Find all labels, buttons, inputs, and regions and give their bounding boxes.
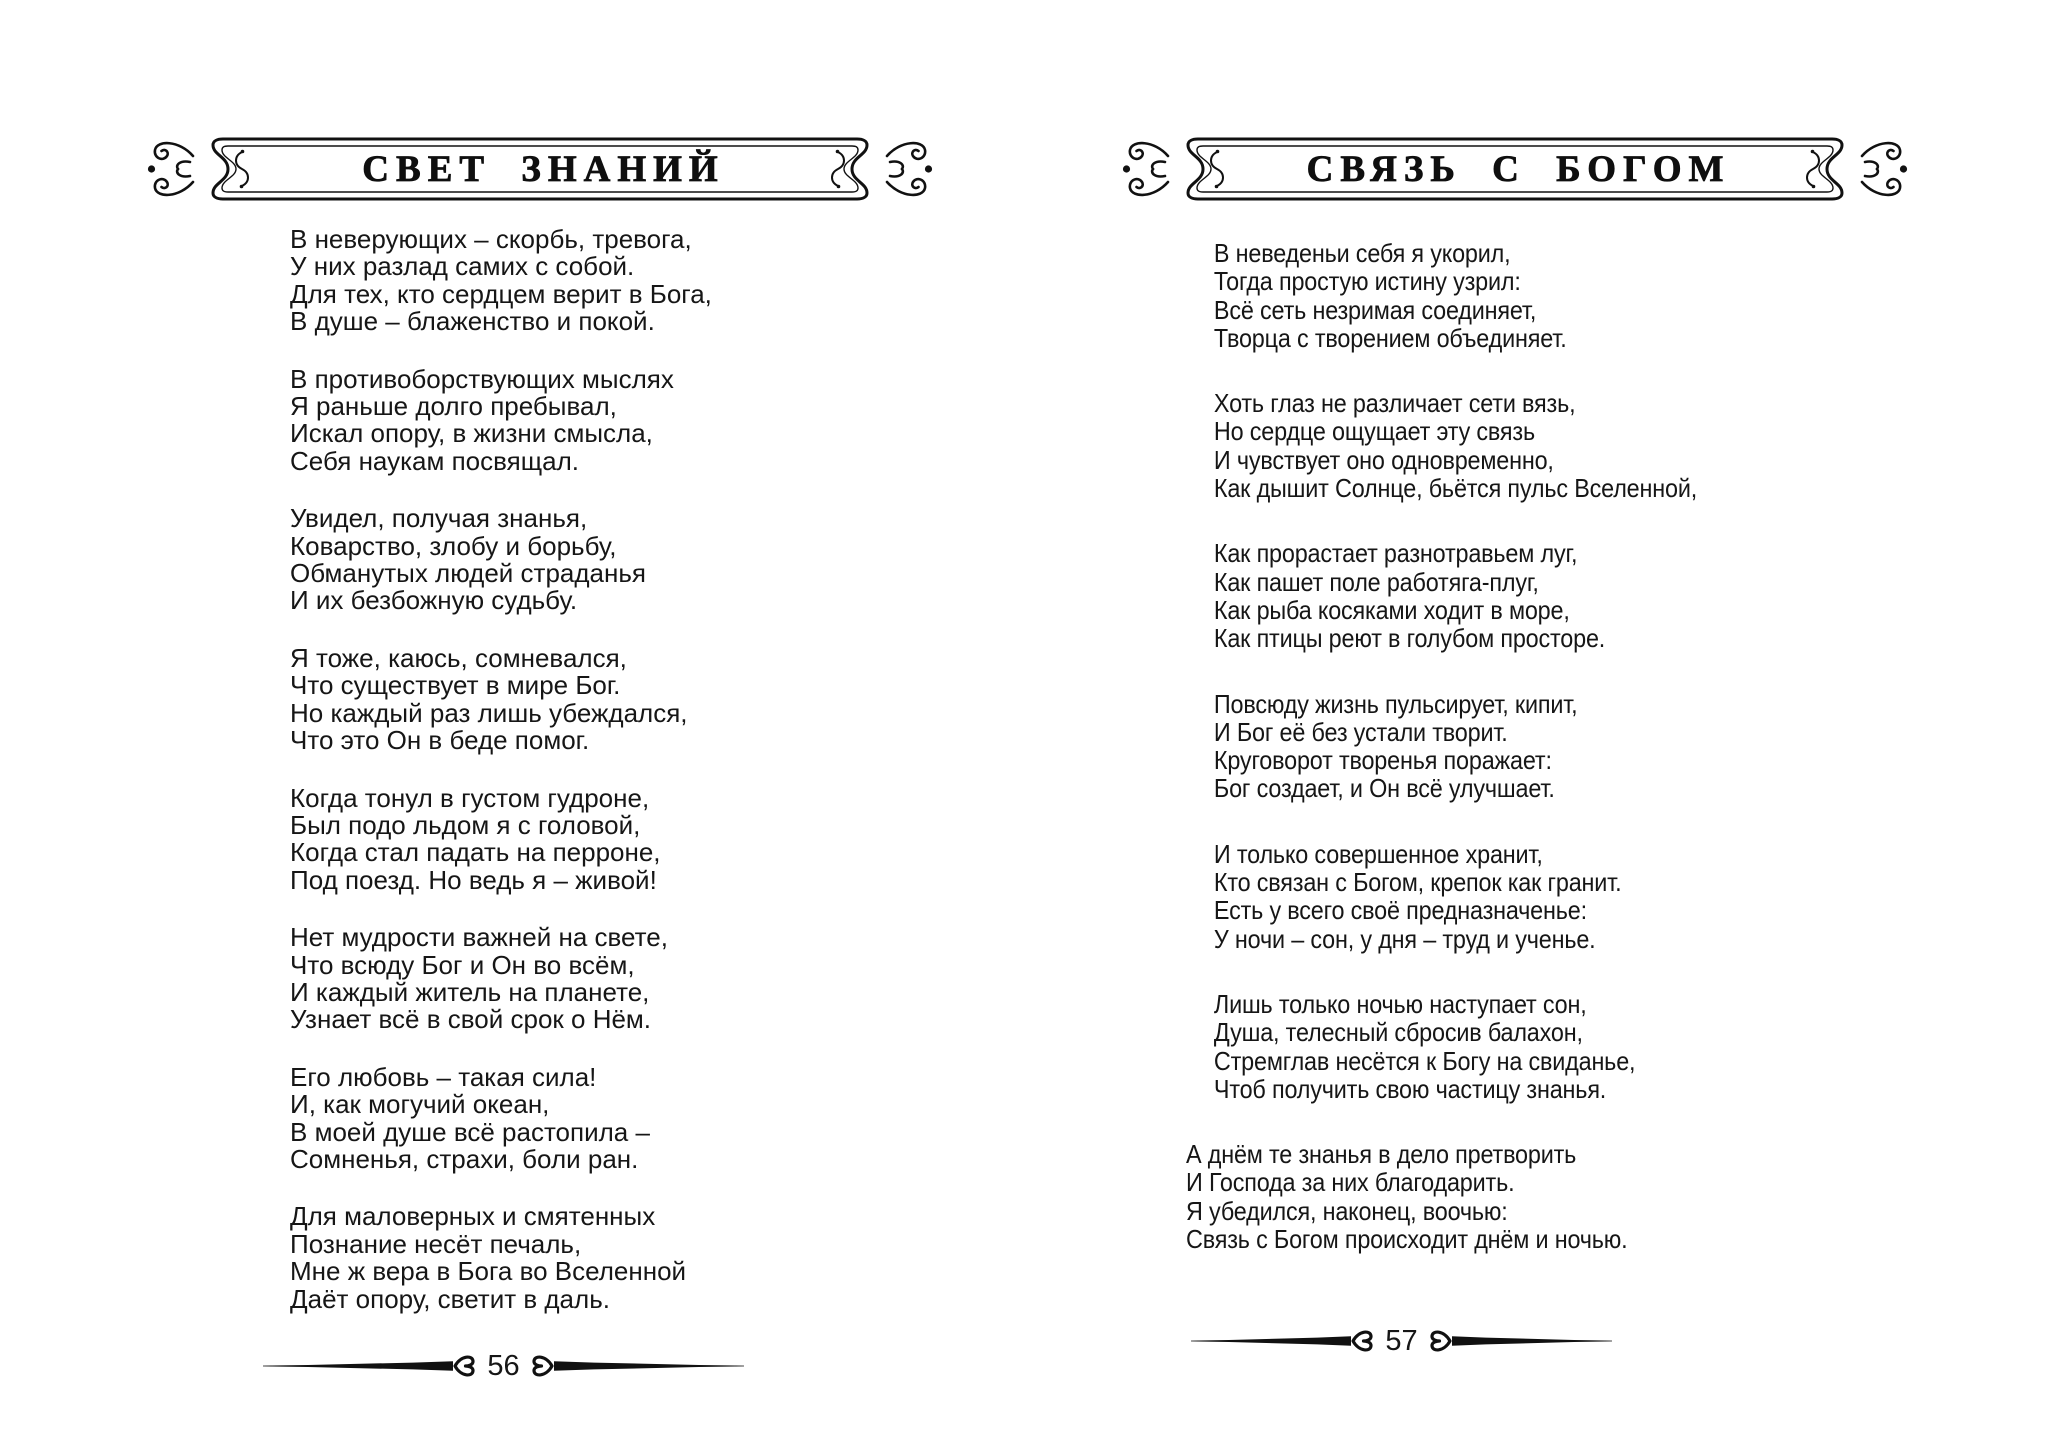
stanza bbox=[290, 924, 712, 1034]
chapter-title: СВЯЗЬ С БОГОМ bbox=[1306, 148, 1731, 190]
poem-line: Но сердце ощущает эту связь bbox=[1213, 416, 1535, 447]
tapered-rule-icon bbox=[1191, 1322, 1351, 1360]
poem-line: Даёт опору, светит в даль. bbox=[290, 1283, 610, 1314]
page-number-rule bbox=[1191, 1322, 1612, 1360]
poem-line: Стремглав несётся к Богу на свиданье, bbox=[1213, 1045, 1636, 1076]
poem-line: В противоборствующих мыслях bbox=[290, 363, 674, 394]
heart-arrow-icon bbox=[530, 1347, 554, 1385]
poem-line: Что это Он в беде помог. bbox=[290, 725, 590, 756]
poem-line: И только совершенное хранит, bbox=[1213, 838, 1543, 869]
floral-flourish-icon bbox=[1120, 138, 1170, 200]
poem-line: А днём те знанья в дело претворить bbox=[1186, 1139, 1577, 1170]
chapter-header bbox=[1120, 135, 1910, 203]
poem-line: Искал опору, в жизни смысла, bbox=[290, 418, 653, 449]
title-plaque bbox=[1170, 135, 1860, 203]
poem-line: Как пашет поле работяга-плуг, bbox=[1213, 566, 1539, 597]
poem-line: Себя наукам посвящал. bbox=[290, 445, 579, 476]
poem-line: И каждый житель на планете, bbox=[290, 976, 650, 1007]
poem-line: Коварство, злобу и борьбу, bbox=[290, 530, 617, 561]
tapered-rule-icon bbox=[263, 1347, 453, 1385]
poem-line: Круговорот творенья поражает: bbox=[1213, 745, 1552, 776]
stanza bbox=[290, 1061, 712, 1174]
poem-line: Обманутых людей страданья bbox=[290, 558, 646, 589]
poem-line: В неведеньи себя я укорил, bbox=[1213, 238, 1511, 268]
poem-line: Повсюду жизнь пульсирует, кипит, bbox=[1213, 688, 1578, 719]
poem-line: Но каждый раз лишь убеждался, bbox=[290, 697, 688, 728]
poem-line: И Бог её без устали творит. bbox=[1213, 716, 1508, 747]
poem-line: Кто связан с Богом, крепок как гранит. bbox=[1213, 867, 1622, 898]
poem-line: Как рыба косяками ходит в море, bbox=[1213, 594, 1570, 625]
poem-line: Что всюду Бог и Он во всём, bbox=[290, 949, 635, 980]
heart-arrow-icon bbox=[1351, 1322, 1375, 1360]
chapter-title: СВЕТ ЗНАНИЙ bbox=[362, 148, 725, 190]
tapered-rule-icon bbox=[554, 1347, 744, 1385]
poem-line: В душе – блаженство и покой. bbox=[290, 306, 655, 337]
stanza bbox=[1214, 990, 1697, 1103]
poem-line: Я раньше долго пребывал, bbox=[290, 391, 617, 422]
poem-line: Что существует в мире Бог. bbox=[290, 670, 621, 701]
poem-line: Всё сеть незримая соединяет, bbox=[1213, 294, 1537, 325]
chapter-header bbox=[145, 135, 935, 203]
poem-line: Для маловерных и смятенных bbox=[290, 1201, 656, 1232]
poem-line: И, как могучий океан, bbox=[290, 1089, 550, 1120]
stanza bbox=[1186, 1140, 1697, 1253]
poem-line: Мне ж вера в Бога во Вселенной bbox=[290, 1256, 687, 1287]
poem-line: Я тоже, каюсь, сомневался, bbox=[290, 642, 627, 673]
poem-line: Как прорастает разнотравьем луг, bbox=[1213, 538, 1578, 569]
poem-line: Увидел, получая знанья, bbox=[290, 503, 588, 534]
tapered-rule-icon bbox=[1452, 1322, 1612, 1360]
poem-line: Когда тонул в густом гудроне, bbox=[290, 782, 650, 813]
poem-line: Хоть глаз не различает сети вязь, bbox=[1213, 388, 1576, 419]
stanza bbox=[1214, 239, 1697, 352]
floral-flourish-icon bbox=[1860, 138, 1910, 200]
poem-line: И их безбожную судьбу. bbox=[290, 585, 578, 616]
stanza bbox=[290, 642, 712, 756]
stanza bbox=[1214, 690, 1697, 803]
poem-line: Творца с творением объединяет. bbox=[1213, 322, 1567, 353]
poem-line: Его любовь – такая сила! bbox=[290, 1061, 597, 1092]
poem-line: Как дышит Солнце, бьётся пульс Вселенной, bbox=[1213, 473, 1698, 504]
heart-arrow-icon bbox=[1428, 1322, 1452, 1360]
stanza bbox=[290, 226, 712, 336]
poem-line: У ночи – сон, у дня – труд и ученье. bbox=[1213, 923, 1596, 954]
poem-line: Познание несёт печаль, bbox=[290, 1228, 582, 1259]
poem-line: Душа, телесный сбросив балахон, bbox=[1213, 1017, 1583, 1048]
poem-line: Тогда простую истину узрил: bbox=[1213, 266, 1521, 297]
heart-arrow-icon bbox=[453, 1347, 477, 1385]
poem-line: Связь с Богом происходит днём и ночью. bbox=[1186, 1224, 1628, 1255]
page-number-rule bbox=[263, 1347, 744, 1385]
poem-line: Был подо льдом я с головой, bbox=[290, 809, 641, 840]
poem-line: Узнает всё в свой срок о Нём. bbox=[290, 1004, 652, 1035]
poem-line: Для тех, кто сердцем верит в Бога, bbox=[290, 278, 712, 309]
floral-flourish-icon bbox=[885, 138, 935, 200]
floral-flourish-icon bbox=[145, 138, 195, 200]
poem-line: Бог создает, и Он всё улучшает. bbox=[1213, 773, 1555, 804]
poem-line: Лишь только ночью наступает сон, bbox=[1213, 988, 1587, 1019]
poem-line: Когда стал падать на перроне, bbox=[290, 837, 661, 868]
stanza bbox=[290, 1203, 712, 1313]
poem-line: Нет мудрости важней на свете, bbox=[290, 922, 668, 953]
poem-line: Чтоб получить свою частицу знанья. bbox=[1213, 1073, 1607, 1104]
stanza bbox=[290, 505, 712, 615]
poem-line: Как птицы реют в голубом просторе. bbox=[1213, 623, 1606, 654]
poem-line: У них разлад самих с собой. bbox=[290, 251, 635, 282]
poem-line: Сомненья, страхи, боли ран. bbox=[290, 1143, 639, 1174]
poem bbox=[290, 226, 712, 1343]
poem-line: Есть у всего своё предназначенье: bbox=[1213, 895, 1587, 926]
page-number: 56 bbox=[487, 1350, 520, 1382]
poem-line: В неверующих – скорбь, тревога, bbox=[290, 224, 692, 254]
poem-line: И чувствует оно одновременно, bbox=[1213, 444, 1554, 475]
title-plaque bbox=[195, 135, 885, 203]
poem-line: Я убедился, наконец, воочью: bbox=[1186, 1195, 1508, 1226]
stanza bbox=[290, 363, 712, 476]
poem-line: И Господа за них благодарить. bbox=[1186, 1167, 1515, 1198]
poem-line: Под поезд. Но ведь я – живой! bbox=[290, 864, 657, 895]
poem-line: В моей душе всё растопила – bbox=[290, 1116, 650, 1147]
stanza bbox=[1214, 840, 1697, 953]
page-number: 57 bbox=[1385, 1325, 1418, 1357]
stanza bbox=[1214, 389, 1697, 502]
poem bbox=[1186, 239, 1697, 1290]
stanza bbox=[1214, 539, 1697, 652]
page-right bbox=[1029, 0, 2058, 1454]
stanza bbox=[290, 782, 712, 895]
